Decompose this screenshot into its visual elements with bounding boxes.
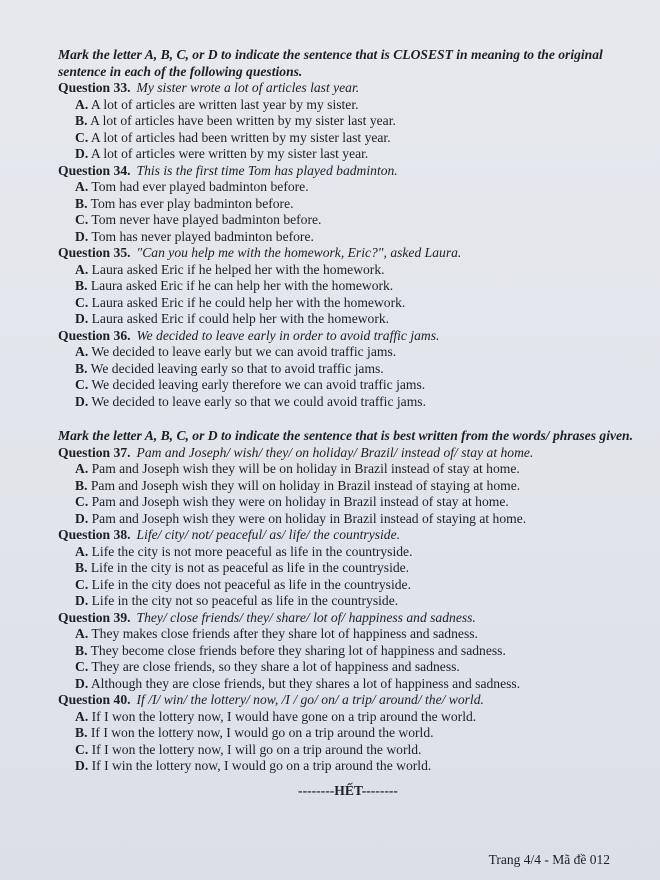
question-number: Question 36. xyxy=(58,327,131,343)
option-text: A lot of articles had been written by my sister last year. xyxy=(88,129,391,145)
answer-option xyxy=(75,311,638,328)
page-footer: Trang 4/4 - Mã đề 012 xyxy=(488,852,610,867)
answer-option xyxy=(75,593,638,610)
option-letter: D. xyxy=(75,758,89,773)
option-text: Tom had ever played badminton before. xyxy=(88,179,309,194)
question xyxy=(58,245,638,328)
option-letter: A. xyxy=(75,179,89,194)
answer-option xyxy=(75,97,638,114)
option-letter: C. xyxy=(75,741,89,757)
instruction-line: Mark the letter A, B, C, or D to indicate the sentence that is best written from the words/ phrases given. xyxy=(58,428,633,443)
question-number: Question 37. xyxy=(58,444,131,460)
option-text: A lot of articles have been written by my sister last year. xyxy=(87,113,396,128)
option-letter: D. xyxy=(75,146,89,161)
option-letter: C. xyxy=(75,659,89,674)
option-text: Life the city is not more peaceful as life in the countryside. xyxy=(88,543,413,559)
option-text: Pam and Joseph wish they were on holiday in Brazil instead of staying at home. xyxy=(88,510,527,526)
answer-option xyxy=(75,130,638,147)
option-text: Tom has never played badminton before. xyxy=(88,228,314,244)
question xyxy=(58,692,638,775)
question xyxy=(58,445,638,528)
option-letter: D. xyxy=(75,593,89,608)
option-text: Pam and Joseph wish they will be on holiday in Brazil instead of stay at home. xyxy=(88,461,520,476)
section-instruction xyxy=(58,47,638,80)
option-letter: C. xyxy=(75,129,89,145)
question-header xyxy=(58,527,638,544)
question-number: Question 34. xyxy=(58,162,131,178)
end-marker: --------HẾT-------- xyxy=(298,782,398,798)
question-prompt: Pam and Joseph/ wish/ they/ on holiday/ Brazil/ instead of/ stay at home. xyxy=(136,444,534,460)
answer-option xyxy=(75,361,638,378)
answer-option xyxy=(75,229,638,246)
question-number: Question 35. xyxy=(58,245,131,260)
question-number: Question 33. xyxy=(58,80,131,95)
answer-option xyxy=(75,626,638,643)
option-letter: C. xyxy=(75,212,89,227)
answer-option xyxy=(75,643,638,660)
question xyxy=(58,163,638,246)
option-text: Life in the city is not as peaceful as life in the countryside. xyxy=(87,560,410,575)
question-number: Question 38. xyxy=(58,527,131,542)
option-letter: D. xyxy=(75,311,89,326)
question xyxy=(58,527,638,610)
answer-option xyxy=(75,560,638,577)
answer-option xyxy=(75,262,638,279)
exam-section xyxy=(58,47,638,410)
question-header xyxy=(58,163,638,180)
option-letter: D. xyxy=(75,510,89,526)
option-text: If I won the lottery now, I would have gone on a trip around the world. xyxy=(88,708,477,724)
option-letter: C. xyxy=(75,494,89,509)
option-text: They makes close friends after they share lot of happiness and sadness. xyxy=(88,626,478,641)
option-text: A lot of articles were written by my sister last year. xyxy=(88,146,369,161)
answer-option xyxy=(75,394,638,411)
option-text: Tom has ever play badminton before. xyxy=(87,195,294,211)
answer-option xyxy=(75,659,638,676)
question-number: Question 39. xyxy=(58,609,131,625)
option-letter: C. xyxy=(75,377,89,392)
option-text: Pam and Joseph wish they were on holiday in Brazil instead of stay at home. xyxy=(88,494,509,509)
option-text: They are close friends, so they share a lot of happiness and sadness. xyxy=(88,659,460,674)
option-letter: B. xyxy=(75,360,88,376)
instruction-line: sentence in each of the following questions. xyxy=(58,63,303,79)
option-letter: C. xyxy=(75,576,89,592)
option-text: They become close friends before they sharing lot of happiness and sadness. xyxy=(87,642,506,658)
answer-option xyxy=(75,511,638,528)
question xyxy=(58,610,638,693)
option-letter: B. xyxy=(75,560,88,575)
option-text: We decided to leave early so that we could avoid traffic jams. xyxy=(88,393,426,409)
option-text: Although they are close friends, but they shares a lot of happiness and sadness. xyxy=(88,675,521,691)
question-header xyxy=(58,245,638,262)
option-text: Laura asked Eric if he could help her with the homework. xyxy=(88,294,406,310)
answer-option xyxy=(75,344,638,361)
option-text: We decided leaving early so that to avoid traffic jams. xyxy=(87,360,384,376)
page-content xyxy=(58,47,638,775)
question-header xyxy=(58,328,638,345)
question-prompt: This is the first time Tom has played badminton. xyxy=(136,162,398,178)
answer-option xyxy=(75,278,638,295)
option-letter: A. xyxy=(75,261,89,277)
option-letter: A. xyxy=(75,708,89,724)
answer-option xyxy=(75,196,638,213)
option-text: If I win the lottery now, I would go on a trip around the world. xyxy=(88,758,432,773)
option-letter: D. xyxy=(75,228,89,244)
option-text: Laura asked Eric if could help her with the homework. xyxy=(88,311,390,326)
answer-option xyxy=(75,544,638,561)
question-prompt: "Can you help me with the homework, Eric?", asked Laura. xyxy=(136,245,462,260)
answer-option xyxy=(75,758,638,775)
answer-option xyxy=(75,179,638,196)
question-header xyxy=(58,445,638,462)
option-text: Life in the city not so peaceful as life in the countryside. xyxy=(88,593,399,608)
answer-option xyxy=(75,295,638,312)
question-header xyxy=(58,610,638,627)
question-prompt: They/ close friends/ they/ share/ lot of/ happiness and sadness. xyxy=(136,609,476,625)
question xyxy=(58,80,638,163)
section-spacer xyxy=(58,410,638,428)
option-text: Tom never have played badminton before. xyxy=(88,212,322,227)
option-letter: A. xyxy=(75,626,89,641)
question-prompt: We decided to leave early in order to avoid traffic jams. xyxy=(136,327,440,343)
option-letter: B. xyxy=(75,278,88,293)
option-text: A lot of articles are written last year by my sister. xyxy=(88,96,359,112)
option-letter: B. xyxy=(75,195,88,211)
question-header xyxy=(58,692,638,709)
option-text: We decided to leave early but we can avoid traffic jams. xyxy=(88,344,397,359)
option-letter: B. xyxy=(75,477,88,493)
question xyxy=(58,328,638,411)
answer-option xyxy=(75,478,638,495)
section-instruction xyxy=(58,428,638,445)
option-text: Life in the city does not peaceful as life in the countryside. xyxy=(88,576,411,592)
answer-option xyxy=(75,742,638,759)
option-text: If I won the lottery now, I would go on a trip around the world. xyxy=(87,725,434,740)
option-text: If I won the lottery now, I will go on a trip around the world. xyxy=(88,741,422,757)
question-prompt: If /I/ win/ the lottery/ now, /I / go/ on/ a trip/ around/ the/ world. xyxy=(136,692,484,707)
answer-option xyxy=(75,676,638,693)
option-text: Laura asked Eric if he can help her with the homework. xyxy=(87,278,394,293)
option-letter: C. xyxy=(75,294,89,310)
option-letter: B. xyxy=(75,725,88,740)
question-prompt: Life/ city/ not/ peaceful/ as/ life/ the countryside. xyxy=(136,527,401,542)
answer-option xyxy=(75,113,638,130)
question-header xyxy=(58,80,638,97)
question-number: Question 40. xyxy=(58,692,131,707)
answer-option xyxy=(75,577,638,594)
answer-option xyxy=(75,461,638,478)
option-text: Laura asked Eric if he helped her with the homework. xyxy=(88,261,385,277)
answer-option xyxy=(75,494,638,511)
option-letter: B. xyxy=(75,113,88,128)
question-prompt: My sister wrote a lot of articles last year. xyxy=(136,80,360,95)
option-text: We decided leaving early therefore we can avoid traffic jams. xyxy=(88,377,426,392)
option-letter: D. xyxy=(75,675,89,691)
answer-option xyxy=(75,212,638,229)
option-letter: A. xyxy=(75,461,89,476)
option-letter: A. xyxy=(75,96,89,112)
option-letter: D. xyxy=(75,393,89,409)
answer-option xyxy=(75,709,638,726)
answer-option xyxy=(75,377,638,394)
option-letter: A. xyxy=(75,543,89,559)
option-letter: B. xyxy=(75,642,88,658)
option-letter: A. xyxy=(75,344,89,359)
instruction-line: Mark the letter A, B, C, or D to indicate the sentence that is CLOSEST in meaning to the original xyxy=(58,47,603,62)
answer-option xyxy=(75,725,638,742)
answer-option xyxy=(75,146,638,163)
option-text: Pam and Joseph wish they will on holiday in Brazil instead of staying at home. xyxy=(87,477,521,493)
exam-section xyxy=(58,428,638,775)
